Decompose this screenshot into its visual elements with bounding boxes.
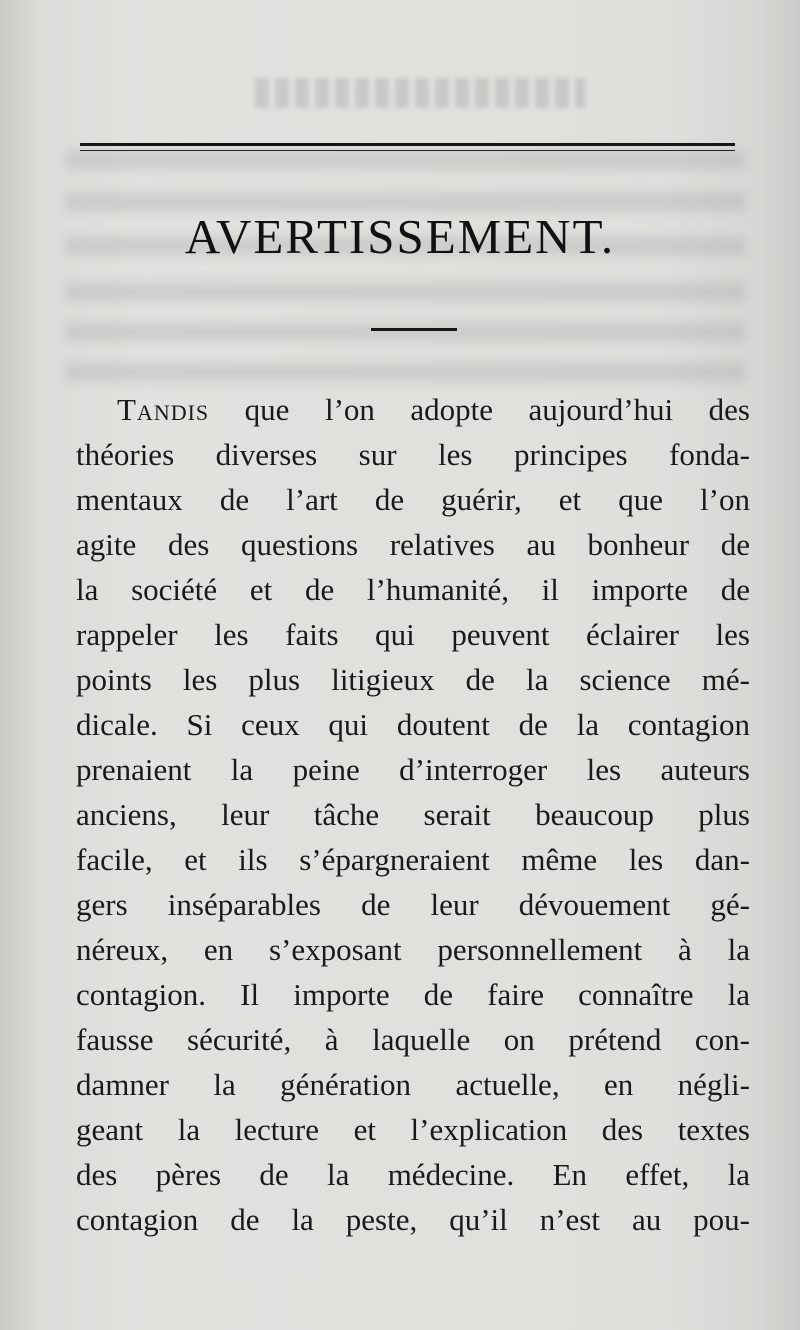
text-line: anciens, leur tâche serait beaucoup plus [76, 797, 750, 832]
text-line: théories diverses sur les principes fonda- [76, 437, 750, 472]
text-line: rappeler les faits qui peuvent éclairer les [76, 617, 750, 652]
text-line: gers inséparables de leur dévouement gé- [76, 887, 750, 922]
text-line-rest: que l’on adopte aujourd’hui des [209, 392, 750, 427]
text-line: mentaux de l’art de guérir, et que l’on [76, 482, 750, 517]
text-line: contagion de la peste, qu’il n’est au pou- [76, 1202, 750, 1237]
text-line: agite des questions relatives au bonheur de [76, 527, 750, 562]
header-rule-thick [80, 143, 735, 146]
body-text [76, 387, 750, 1242]
header-rule-thin [80, 150, 735, 151]
show-through-running-head [255, 78, 585, 108]
text-line [76, 387, 750, 432]
text-line: geant la lecture et l’explication des textes [76, 1112, 750, 1147]
text-line: la société et de l’humanité, il importe de [76, 572, 750, 607]
page-title: AVERTISSEMENT. [184, 209, 616, 264]
text-line: points les plus litigieux de la science mé- [76, 662, 750, 697]
text-line: dicale. Si ceux qui doutent de la contagion [76, 707, 750, 742]
text-line: damner la génération actuelle, en négli- [76, 1067, 750, 1102]
lead-word: Tandis [117, 392, 210, 427]
text-line: des pères de la médecine. En effet, la [76, 1157, 750, 1192]
show-through-text [65, 362, 745, 382]
show-through-text [65, 282, 745, 302]
header-double-rule [80, 143, 735, 155]
title-divider [371, 328, 457, 331]
text-line: prenaient la peine d’interroger les auteurs [76, 752, 750, 787]
text-line: fausse sécurité, à laquelle on prétend con- [76, 1022, 750, 1057]
show-through-text [65, 322, 745, 342]
text-line: néreux, en s’exposant personnellement à la [76, 932, 750, 967]
text-line: facile, et ils s’épargneraient même les dan- [76, 842, 750, 877]
text-line: contagion. Il importe de faire connaître la [76, 977, 750, 1012]
